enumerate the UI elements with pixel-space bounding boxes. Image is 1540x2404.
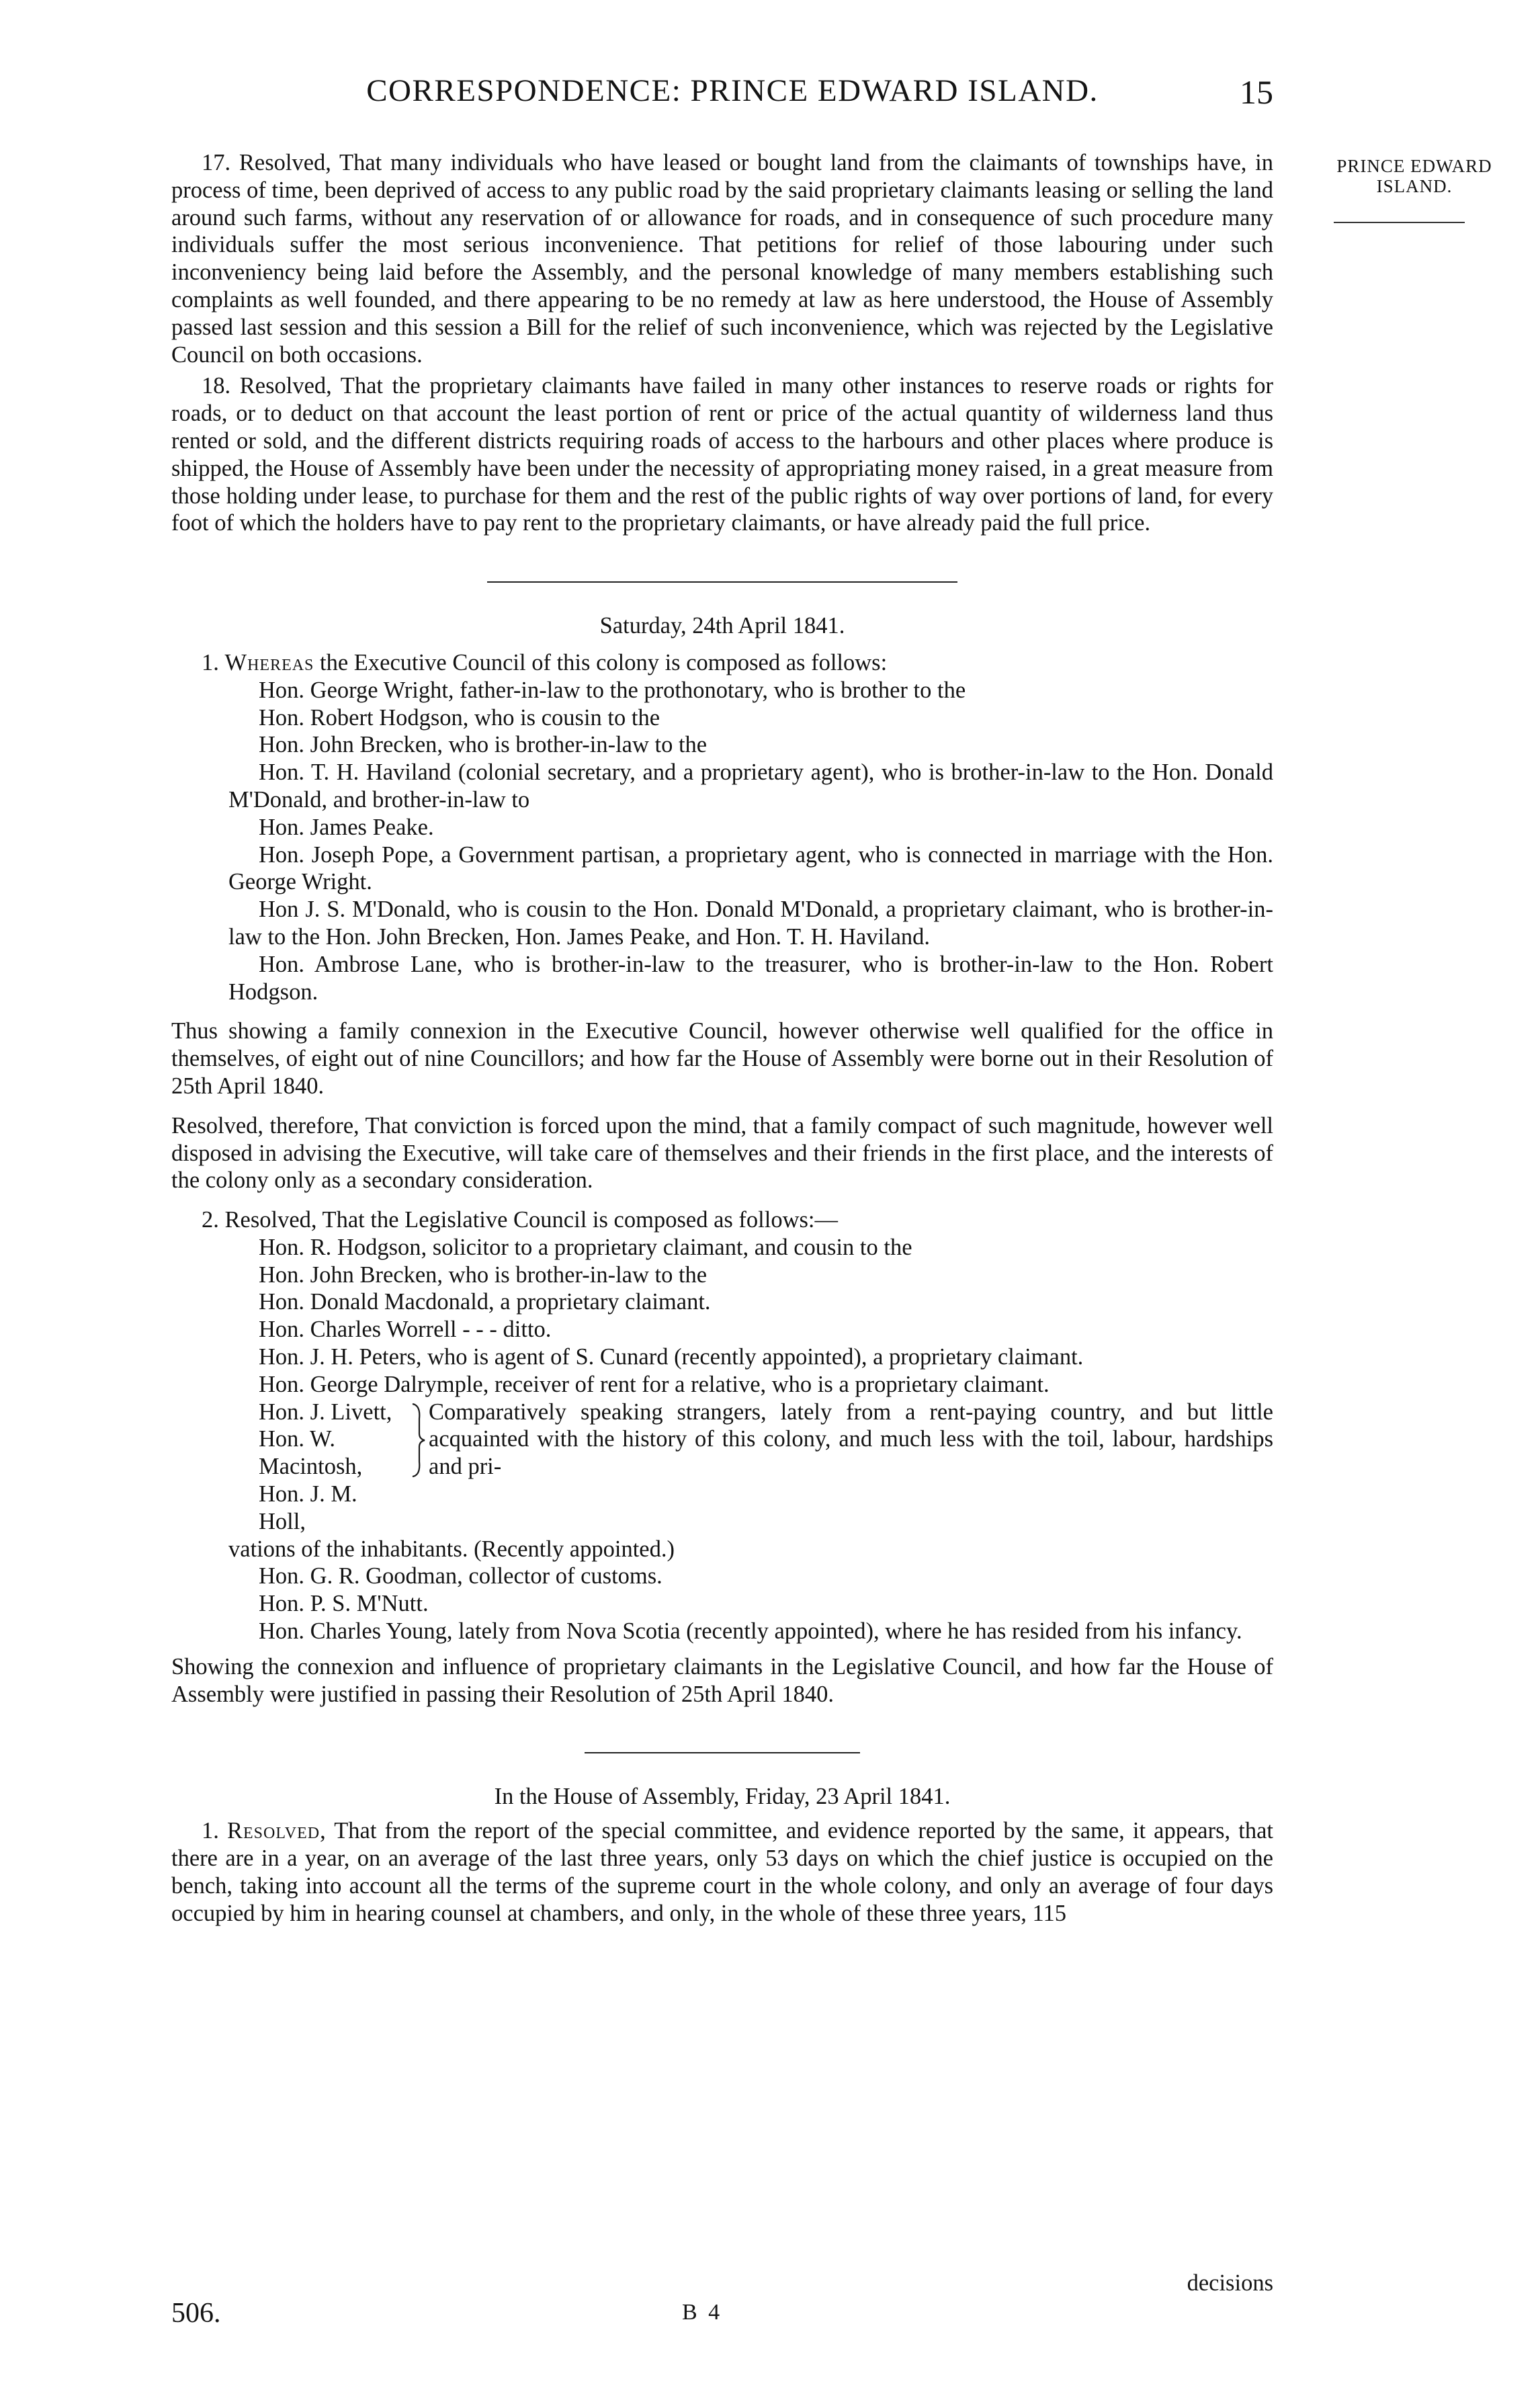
council-member: Hon. Ambrose Lane, who is brother-in-law to the treasurer, who is brother-in-law to the Hon. Robert Hodgson. [228,951,1273,1005]
council-member: Hon. James Peake. [259,814,434,840]
council-member-name: Hon. W. Macintosh, [259,1426,363,1480]
date-heading: Saturday, 24th April 1841. [599,613,845,639]
council-member: Hon. J. H. Peters, who is agent of S. Cunard (recently appointed), a proprietary claimant. [259,1344,1084,1370]
page-number: 15 [1240,73,1273,111]
council-member-name: Hon. J. M. Holl, [259,1481,357,1534]
document-body [171,149,1273,1927]
council-member: Hon. P. S. M'Nutt. [259,1591,429,1617]
executive-council-intro [171,649,1273,677]
item-number: 1. [202,1818,219,1844]
braced-description-continued: vations of the inhabitants. (Recently appointed.) [228,1536,675,1562]
legislative-council-list [171,1234,1273,1645]
council-member: Hon. Charles Worrell - - - ditto. [259,1317,552,1343]
section-divider [487,581,957,583]
marginal-note-line: ISLAND. [1376,176,1453,196]
council-member: Hon. R. Hodgson, solicitor to a proprietary claimant, and cousin to the [259,1234,912,1260]
resolution-number: 18. [202,373,231,399]
council-member: Hon. T. H. Haviland (colonial secretary, and a proprietary agent), who is brother-in-law to the Hon. Donald M'Donald, and brother-in-law to [228,759,1273,813]
council-member: Hon. Robert Hodgson, who is cousin to the [259,704,660,731]
resolution-text: Resolved, That many individuals who have leased or bought land from the claimants of townships have, in process of time, been deprived of access to any public road by the said proprietary claimants leasing or selling the land around such farms, without any reservation of or allowance for roads, and in consequence of such procedure many individuals suffer the most serious inconvenience. That petitions for relief of those labouring under such inconveniency being laid before the Assembly, and the personal knowledge of many members establishing such complaints as well founded, and there appearing to be no remedy at law as here understood, the House of Assembly passed last session and this session a Bill for the relief of such inconvenience, which was rejected by the Legislative Council on both occasions. [171,150,1273,368]
item-number: 2. [202,1207,219,1233]
resolution-17 [171,149,1273,368]
council-member: Hon. George Wright, father-in-law to the prothonotary, who is brother to the [259,677,966,703]
showing-connexion-paragraph: Showing the connexion and influence of proprietary claimants in the Legislative Council, and how far the House of Assembly were justified in passing their Resolution of 25th April 1840. [171,1653,1273,1707]
resolution-text: Resolved, That the proprietary claimants have failed in many other instances to reserve roads or rights for roads, or to deduct on that account the least portion of rent or price of the actual quantity of wilderness land thus rented or sold, and the different districts requiring roads of access to the harbours and other places where produce is shipped, the House of Assembly have been under the necessity of appropriating money raised, in a great measure from those holding under lease, to purchase for them and the rest of the public rights of way over portions of land, for every foot of which the holders have to pay rent to the proprietary claimants, or have already paid the full price. [171,373,1274,536]
council-member: Hon. Donald Macdonald, a proprietary claimant. [259,1289,711,1315]
resolution-18 [171,372,1273,537]
marginal-note [1314,156,1515,196]
resolved-therefore-paragraph: Resolved, therefore, That conviction is forced upon the mind, that a family compact of such magnitude, however well disposed in advising the Executive, will take care of themselves and their friends in the first place, and the interests of the colony only as a secondary consideration. [171,1112,1273,1194]
item-text: Resolved, That the Legislative Council is composed as follows:— [224,1207,839,1233]
item-text: the Executive Council of this colony is composed as follows: [320,649,888,675]
council-member: Hon. John Brecken, who is brother-in-law to the [259,1261,708,1288]
running-head: CORRESPONDENCE: PRINCE EDWARD ISLAND. [366,73,1099,108]
resolution-number: 17. [202,150,231,175]
section-divider [585,1752,860,1753]
council-member: Hon. Charles Young, lately from Nova Scotia (recently appointed), where he has resided from his infancy. [259,1618,1242,1645]
council-member-name: Hon. J. Livett, [259,1399,392,1425]
thus-showing-paragraph: Thus showing a family connexion in the Executive Council, however otherwise well qualified for the office in themselves, of eight out of nine Councillors; and how far the House of Assembly were borne out in their Resolution of 25th April 1840. [171,1018,1273,1099]
resolved-lead: Resolved, [226,1818,327,1844]
marginal-note-line: PRINCE EDWARD [1336,156,1492,176]
brace-mark [410,1399,429,1536]
sheet-number: 506. [171,2298,221,2329]
council-member: Hon. John Brecken, who is brother-in-law to the [259,732,708,758]
braced-names [259,1399,410,1536]
council-member: Hon. Joseph Pope, a Government partisan, a proprietary agent, who is connected in marriage with the Hon. George Wright. [228,841,1273,895]
item-number: 1. [202,649,219,675]
catchword: decisions [1187,2270,1273,2296]
legislative-council-intro [171,1206,1273,1234]
braced-members [171,1399,1273,1536]
item-text: That from the report of the special committee, and evidence reported by the same, it appears, that there are in a year, on an average of the last three years, only 53 days on which the chief justice is occupied on the bench, taking into account all the terms of the supreme court in the whole colony, and only an average of four days occupied by him in hearing counsel at chambers, and only, in the whole of these three years, 115 [171,1818,1273,1926]
marginal-rule [1334,222,1465,223]
council-member: Hon. G. R. Goodman, collector of customs. [259,1563,662,1589]
council-member: Hon. George Dalrymple, receiver of rent for a relative, who is a proprietary claimant. [259,1371,1050,1397]
date-heading: In the House of Assembly, Friday, 23 April 1841. [494,1784,951,1810]
page-footer [171,2270,1273,2337]
braced-description: Comparatively speaking strangers, lately from a rent-paying country, and but little acquainted with the history of this colony, and much less with the toil, labour, hardships and pri- [429,1399,1273,1480]
signature-mark: B 4 [682,2300,723,2325]
house-resolution-1 [171,1817,1273,1927]
executive-council-list [171,677,1273,1006]
whereas-lead: Whereas [224,649,314,675]
council-member: Hon J. S. M'Donald, who is cousin to the Hon. Donald M'Donald, a proprietary claimant, who is brother-in-law to the Hon. John Brecken, Hon. James Peake, and Hon. T. H. Haviland. [228,897,1273,950]
